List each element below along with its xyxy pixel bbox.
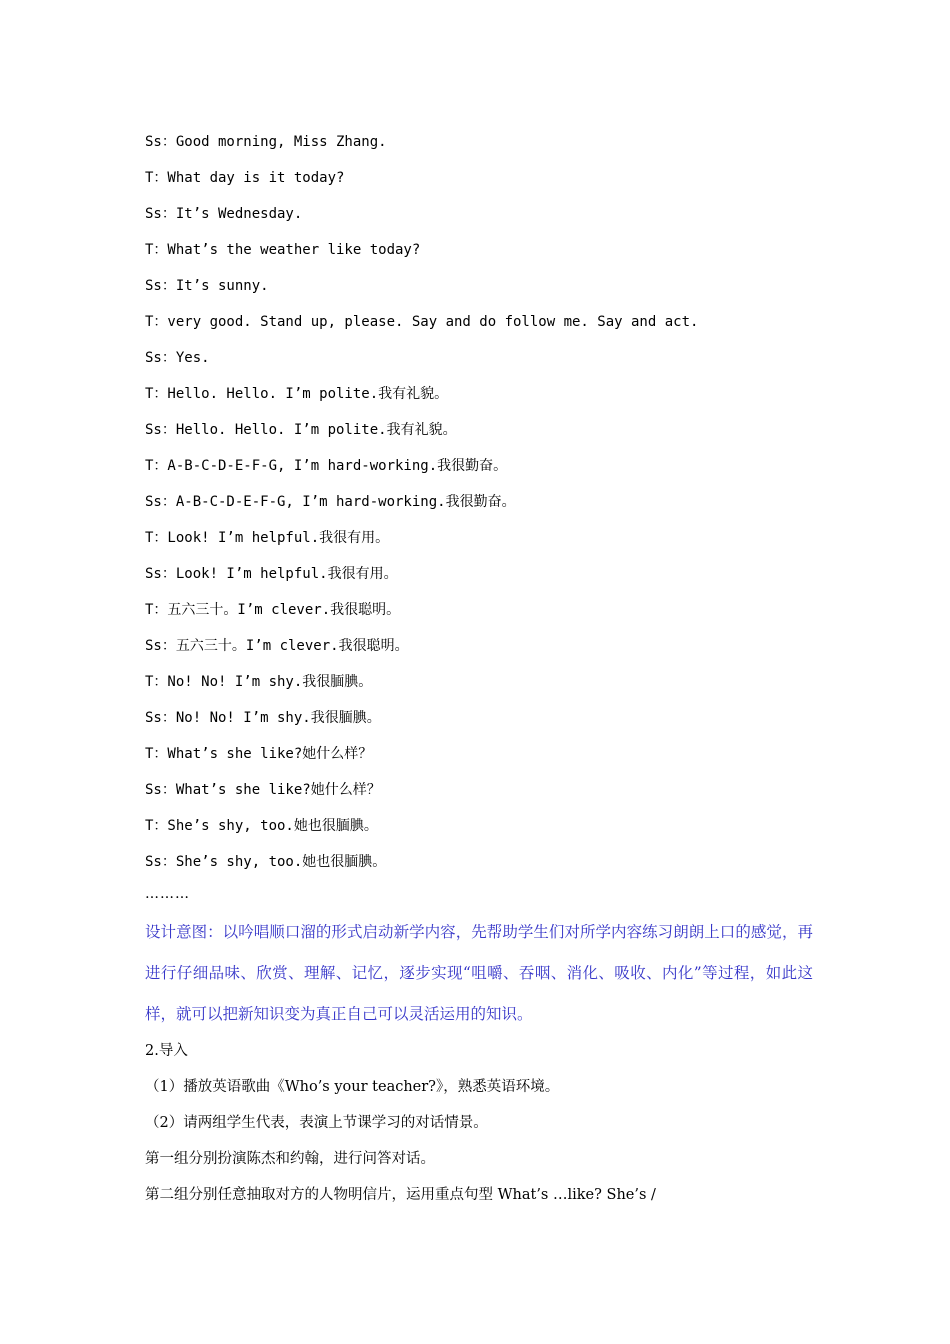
- section-item: （2）请两组学生代表，表演上节课学习的对话情景。: [145, 1115, 488, 1131]
- dialogue-line: T：What day is it today?: [145, 170, 345, 186]
- section-import: [145, 1033, 813, 1213]
- dialogue-line: Ss：What’s she like?她什么样？: [145, 782, 381, 798]
- ellipsis: ………: [145, 886, 190, 902]
- dialogue-line: T：very good. Stand up, please. Say and do follow me. Say and act.: [145, 314, 699, 330]
- section-heading: 2.导入: [145, 1043, 188, 1059]
- dialogue-line: T：A-B-C-D-E-F-G, I’m hard-working.我很勤奋。: [145, 458, 508, 474]
- design-intent-paragraph: 设计意图：以吟唱顺口溜的形式启动新学内容，先帮助学生们对所学内容练习朗朗上口的感觉，再进行仔细品味、欣赏、理解、记忆，逐步实现“咀嚼、吞咽、消化、吸收、内化”等过程，如此这样，就可以把新知识变为真正自己可以灵活运用的知识。: [145, 923, 813, 1023]
- dialogue-line: Ss：It’s Wednesday.: [145, 206, 303, 222]
- dialogue-line: Ss：A-B-C-D-E-F-G, I’m hard-working.我很勤奋。: [145, 494, 516, 510]
- dialogue-line: Ss：Yes.: [145, 350, 210, 366]
- dialogue-line: T：No! No! I’m shy.我很腼腆。: [145, 674, 373, 690]
- dialogue-line: Ss：It’s sunny.: [145, 278, 269, 294]
- dialogue-line: T：What’s she like?她什么样？: [145, 746, 373, 762]
- dialogue-line: T：Hello. Hello. I’m polite.我有礼貌。: [145, 386, 449, 402]
- dialogue-line: T：Look! I’m helpful.我很有用。: [145, 530, 390, 546]
- section-item: （1）播放英语歌曲《Who’s your teacher?》，熟悉英语环境。: [145, 1079, 560, 1095]
- section-item: 第二组分别任意抽取对方的人物明信片，运用重点句型 What’s …like? She’s /: [145, 1187, 656, 1203]
- dialogue-line: Ss：Hello. Hello. I’m polite.我有礼貌。: [145, 422, 457, 438]
- dialogue-line: T：What’s the weather like today?: [145, 242, 421, 258]
- section-item: 第一组分别扮演陈杰和约翰，进行问答对话。: [145, 1151, 435, 1167]
- dialogue-line: T：She’s shy, too.她也很腼腆。: [145, 818, 378, 834]
- dialogue-line: Ss：Look! I’m helpful.我很有用。: [145, 566, 398, 582]
- page-content: [145, 124, 813, 1213]
- dialogue-line: Ss：She’s shy, too.她也很腼腆。: [145, 854, 387, 870]
- dialogue-line: Ss：Good morning, Miss Zhang.: [145, 134, 387, 150]
- dialogue-block: [145, 124, 813, 880]
- dialogue-line: Ss：No! No! I’m shy.我很腼腆。: [145, 710, 381, 726]
- dialogue-line: T：五六三十。I’m clever.我很聪明。: [145, 602, 401, 618]
- dialogue-line: Ss：五六三十。I’m clever.我很聪明。: [145, 638, 409, 654]
